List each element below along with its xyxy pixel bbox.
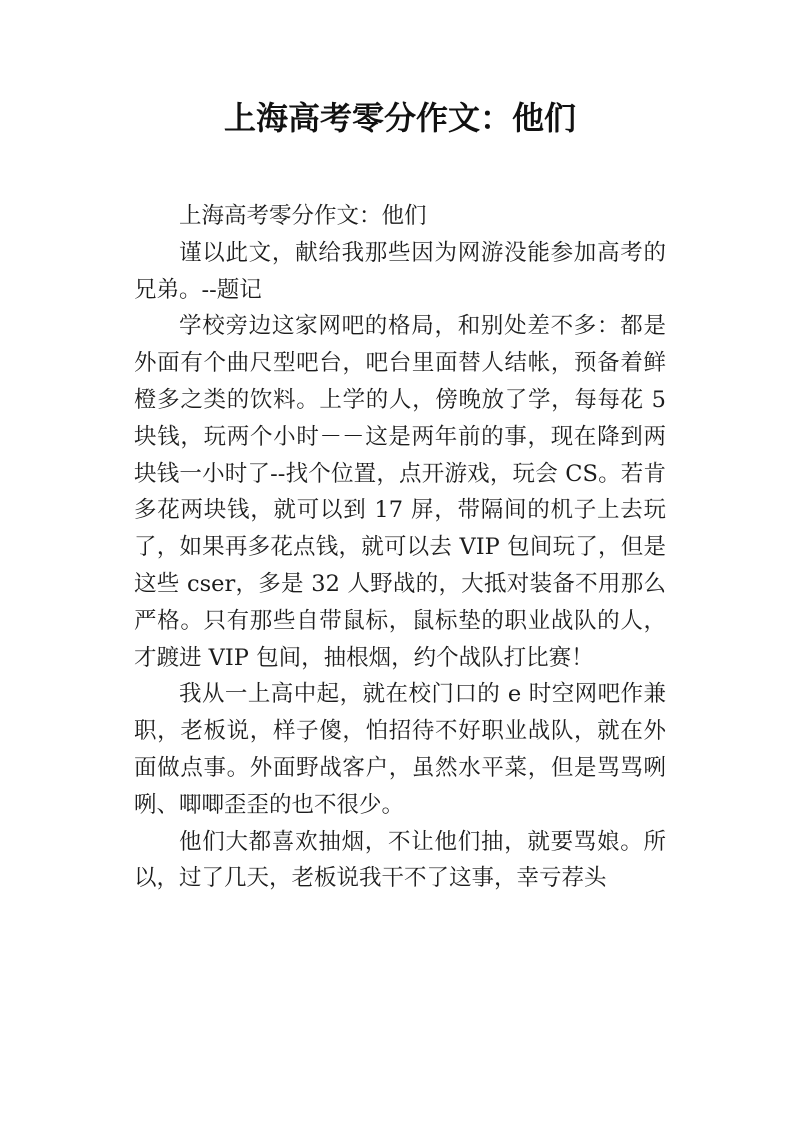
paragraph-subtitle: 上海高考零分作文：他们	[179, 203, 427, 229]
document-body	[134, 198, 666, 897]
paragraph-dedication: 谨以此文，献给我那些因为网游没能参加高考的兄弟。--题记	[134, 239, 666, 303]
paragraph-smoking: 他们大都喜欢抽烟，不让他们抽，就要骂娘。所以，过了几天，老板说我干不了这事，幸亏荐头	[134, 828, 666, 892]
paragraph-internet-cafe: 学校旁边这家网吧的格局，和别处差不多：都是外面有个曲尺型吧台，吧台里面替人结帐，预备着鲜橙多之类的饮料。上学的人，傍晚放了学，每每花 5 块钱，玩两个小时－－这是两年前的事，现在降到两块钱一小时了--找个位置，点开游戏，玩会 CS。若肯多花两块钱，就可以到 17 屏，带隔间的机子上去玩了，如果再多花点钱，就可以去 VIP 包间玩了，但是这些 cser，多是 32 人野战的，大抵对装备不用那么严格。只有那些自带鼠标，鼠标垫的职业战队的人，才踱进 VIP 包间，抽根烟，约个战队打比赛！	[134, 313, 666, 671]
paragraph-part-time-job: 我从一上高中起，就在校门口的 e 时空网吧作兼职，老板说，样子傻，怕招待不好职业战队，就在外面做点事。外面野战客户，虽然水平菜，但是骂骂咧咧、唧唧歪歪的也不很少。	[134, 681, 666, 818]
document-title: 上海高考零分作文：他们	[223, 99, 576, 137]
